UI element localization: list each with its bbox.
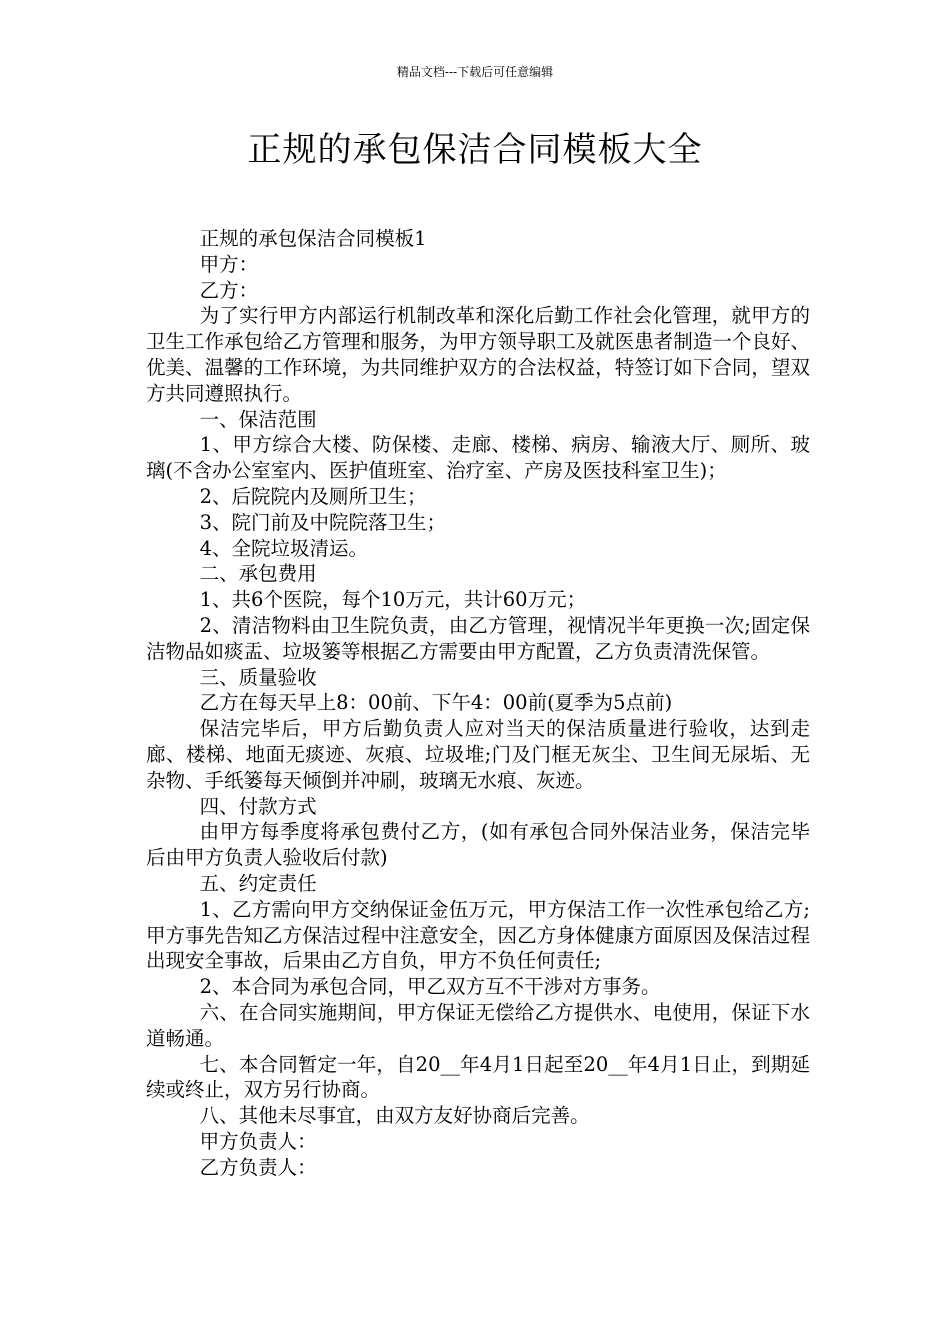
party-a-signatory: 甲方负责人： [199, 1129, 317, 1153]
party-b-signatory: 乙方负责人： [199, 1155, 317, 1179]
responsibility-item-2: 2、本合同为承包合同，甲乙双方互不干涉对方事务。 [199, 975, 661, 999]
document-title: 正规的承包保洁合同模板大全 [247, 130, 703, 170]
scope-item-2: 2、后院院内及厕所卫生； [199, 484, 427, 508]
subtitle-paragraph: 正规的承包保洁合同模板1 [199, 227, 427, 250]
inspection-time: 乙方在每天早上8：00前、下午4：00前(夏季为5点前) [199, 691, 673, 715]
scope-item-3: 3、院门前及中院院落卫生； [199, 510, 447, 534]
section-seven: 七、本合同暂定一年，自20__年4月1日起至20__年4月1日止，到期延续或终止，双方另行协商。 [146, 1052, 810, 1102]
payment-terms: 由甲方每季度将承包费付乙方，(如有承包合同外保洁业务，保洁完毕后由甲方负责人验收后付款) [146, 820, 810, 870]
inspection-standard: 保洁完毕后，甲方后勤负责人应对当天的保洁质量进行验收，达到走廊、楼梯、地面无痰迹、灰痕、垃圾堆;门及门框无灰尘、卫生间无尿垢、无杂物、手纸篓每天倾倒并冲刷，玻璃无水痕、灰迹。 [146, 717, 810, 792]
intro-paragraph: 为了实行甲方内部运行机制改革和深化后勤工作社会化管理，就甲方的卫生工作承包给乙方管理和服务，为甲方领导职工及就医患者制造一个良好、优美、温馨的工作环境，为共同维护双方的合法权益，特签订如下合同，望双方共同遵照执行。 [146, 304, 810, 405]
header-note: 精品文档---下载后可任意编辑 [396, 65, 554, 79]
responsibility-item-1: 1、乙方需向甲方交纳保证金伍万元，甲方保洁工作一次性承包给乙方;甲方事先告知乙方保洁过程中注意安全，因乙方身体健康方面原因及保洁过程出现安全事故，后果由乙方自负，甲方不负任何责任; [146, 897, 810, 973]
section-heading-payment: 四、付款方式 [199, 794, 317, 818]
party-a-line: 甲方： [199, 252, 259, 276]
section-heading-scope: 一、保洁范围 [199, 407, 317, 431]
scope-item-4: 4、全院垃圾清运。 [199, 536, 369, 560]
scope-item-1: 1、甲方综合大楼、防保楼、走廊、楼梯、病房、输液大厅、厕所、玻璃(不含办公室室内、医护值班室、治疗室、产房及医技科室卫生)； [146, 433, 810, 483]
section-eight: 八、其他未尽事宜，由双方友好协商后完善。 [199, 1104, 590, 1128]
section-heading-responsibility: 五、约定责任 [199, 871, 317, 895]
section-heading-inspection: 三、质量验收 [199, 665, 317, 689]
contract-body [146, 226, 810, 1180]
section-heading-fees: 二、承包费用 [199, 562, 317, 586]
fees-item-2: 2、清洁物料由卫生院负责，由乙方管理，视情况半年更换一次;固定保洁物品如痰盂、垃圾篓等根据乙方需要由甲方配置，乙方负责清洗保管。 [146, 613, 810, 663]
section-six: 六、在合同实施期间，甲方保证无偿给乙方提供水、电使用，保证下水道畅通。 [146, 1000, 810, 1050]
party-b-line: 乙方： [199, 278, 259, 302]
fees-item-1: 1、共6个医院，每个10万元，共计60万元； [199, 588, 587, 612]
